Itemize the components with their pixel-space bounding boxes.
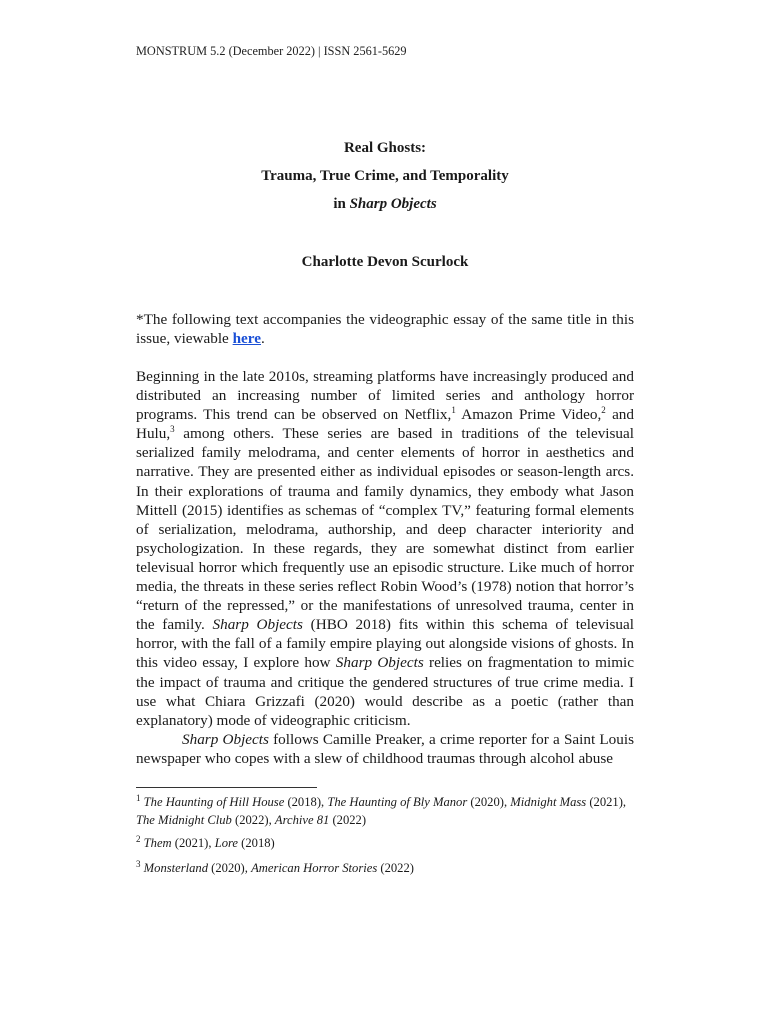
fn2-text-d: (2018) [238, 836, 275, 850]
fn1-text-d: (2020), [467, 795, 511, 809]
accompanying-note [136, 310, 634, 348]
footnote-ref-1[interactable]: 1 [451, 405, 456, 416]
fn1-title-a: The Haunting of Hill House [143, 795, 285, 809]
footnote-2 [136, 835, 634, 853]
fn3-title-a: Monsterland [143, 861, 209, 875]
running-header: MONSTRUM 5.2 (December 2022) | ISSN 2561-5629 [136, 44, 407, 58]
footnote-1-number: 1 [136, 792, 141, 803]
title-italic: Sharp Objects [349, 196, 437, 212]
p2-italic-1: Sharp Objects [182, 730, 269, 748]
footnote-ref-3[interactable]: 3 [170, 424, 175, 435]
paragraph-1 [136, 367, 634, 730]
main-body [136, 367, 634, 768]
note-end: . [261, 330, 265, 348]
fn1-title-e: Midnight Mass [510, 795, 587, 809]
paragraph-2 [136, 730, 634, 768]
author-name: Charlotte Devon Scurlock [301, 254, 469, 270]
fn1-text-h: (2022), [231, 812, 275, 827]
footnote-1 [136, 794, 634, 829]
title-line-2: Trauma, True Crime, and Temporality [261, 168, 509, 184]
fn3-title-c: American Horror Stories [251, 861, 378, 875]
fn1-title-i: Archive 81 [274, 812, 330, 827]
fn3-text-b: (2020), [208, 861, 252, 875]
footnote-2-number: 2 [136, 833, 141, 844]
title-line-1: Real Ghosts: [343, 140, 427, 156]
fn1-text-j: (2022) [329, 812, 367, 827]
p1-text-3: and Hulu, [136, 406, 634, 443]
p1-italic-1: Sharp Objects [212, 616, 303, 634]
p1-text-6: relies on fragmentation to mimic the impact of trauma and critique the gendered structures of true crime media. I use what Chiara Grizzafi (2020) would describe as a poetic (rather than explanatory) mode of videographic criticism. [136, 654, 634, 729]
here-link[interactable]: here [232, 330, 261, 348]
footnote-3-number: 3 [136, 858, 141, 869]
title-line-3 [136, 196, 634, 213]
fn2-title-c: Lore [214, 836, 239, 850]
p1-text-2: Amazon Prime Video, [455, 406, 602, 424]
note-text: *The following text accompanies the videographic essay of the same title in this issue, viewable [136, 311, 634, 348]
footnote-ref-2[interactable]: 2 [601, 405, 606, 416]
fn1-text-f: (2021), [586, 795, 627, 809]
fn3-text-d: (2022) [377, 861, 414, 875]
p1-italic-2: Sharp Objects [335, 654, 424, 672]
footnote-3 [136, 860, 634, 878]
p2-text-1: follows Camille Preaker, a crime reporter for a Saint Louis newspaper who copes with a slew of childhood traumas through alcohol abuse [136, 730, 634, 767]
fn1-title-g: The Midnight Club [136, 812, 232, 827]
fn1-title-c: The Haunting of Bly Manor [327, 795, 468, 809]
footnote-divider [136, 787, 317, 788]
title-prefix: in [333, 196, 350, 212]
p1-text-5: (HBO 2018) fits within this schema of televisual horror, with the fall of a family empire playing out alongside visions of ghosts. In this video essay, I explore how [136, 616, 634, 672]
fn2-title-a: Them [143, 836, 172, 850]
p1-text-1: Beginning in the late 2010s, streaming platforms have increasingly produced and distributed an increasing number of limited series and anthology horror programs. This trend can be observed on Netflix, [136, 368, 634, 424]
fn1-text-b: (2018), [284, 795, 328, 809]
fn2-text-b: (2021), [171, 836, 215, 850]
p1-text-4: among others. These series are based in traditions of the televisual serialized family melodrama, and center elements of horror in aesthetics and narrative. They are presented either as individual episodes or season-length arcs. In their explorations of trauma and family dynamics, they embody what Jason Mittell (2015) identifies as schemas of “complex TV,” featuring formal elements of serialization, melodrama, authorship, and deep character interiority and psychologization. In these regards, they are somewhat distinct from earlier televisual horror which frequently use an episodic structure. Like much of horror media, the threats in these series reflect Robin Wood’s (1978) notion that horror’s “return of the repressed,” or the manifestations of unresolved trauma, center in the family. [136, 425, 634, 634]
